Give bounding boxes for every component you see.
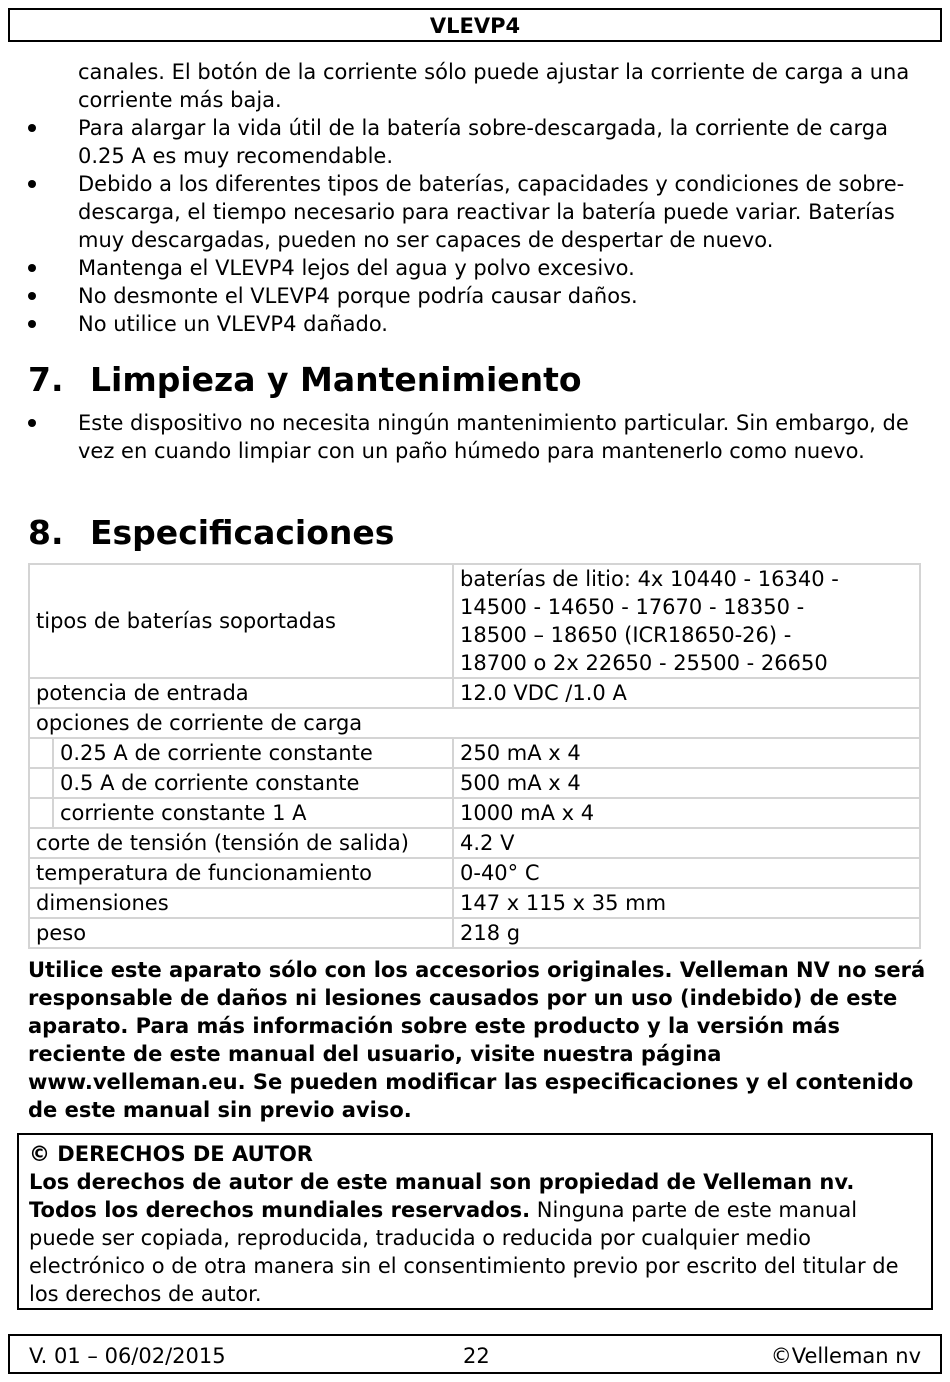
list-item-text: No desmonte el VLEVP4 porque podría causar daños. — [78, 284, 638, 308]
section-title: Limpieza y Mantenimiento — [90, 360, 582, 399]
spec-value: 218 g — [453, 918, 920, 948]
spec-value: 1000 mA x 4 — [453, 798, 920, 828]
spec-value-line: 14500 - 14650 - 17670 - 18350 - — [460, 595, 805, 619]
table-row — [29, 708, 920, 738]
table-row — [29, 564, 920, 678]
list-item-text: No utilice un VLEVP4 dañado. — [78, 312, 388, 336]
continuation-list — [28, 58, 918, 338]
list-item-text: Debido a los diferentes tipos de baterías, capacidades y condiciones de sobre-descarga, el tiempo necesario para reactivar la batería puede variar. Baterías muy descargadas, pueden no ser capaces de despertar de nuevo. — [78, 172, 905, 252]
table-row — [29, 888, 920, 918]
footer-company: ©Velleman nv — [770, 1344, 921, 1368]
bullet-icon — [28, 320, 36, 328]
section-number: 8. — [28, 513, 64, 552]
spec-value-line: 18700 o 2x 22650 - 25500 - 26650 — [460, 651, 828, 675]
section-7-heading — [28, 360, 582, 400]
spec-label: 0.5 A de corriente constante — [53, 768, 453, 798]
bullet-icon — [28, 124, 36, 132]
spec-label: dimensiones — [29, 888, 453, 918]
bullet-icon — [28, 264, 36, 272]
spec-value: 12.0 VDC /1.0 A — [453, 678, 920, 708]
spec-label: 0.25 A de corriente constante — [53, 738, 453, 768]
spec-label: tipos de baterías soportadas — [29, 564, 453, 678]
table-row — [29, 678, 920, 708]
table-row — [29, 798, 920, 828]
section-number: 7. — [28, 360, 64, 399]
copyright-body — [29, 1168, 921, 1308]
footer-page-number: 22 — [463, 1344, 490, 1368]
spec-label: corte de tensión (tensión de salida) — [29, 828, 453, 858]
bullet-icon — [28, 292, 36, 300]
section-8-heading — [28, 513, 394, 553]
copyright-box — [17, 1133, 933, 1310]
spec-label: potencia de entrada — [29, 678, 453, 708]
list-item — [28, 114, 918, 170]
spec-label: peso — [29, 918, 453, 948]
spec-value-line: 18500 – 18650 (ICR18650-26) - — [460, 623, 792, 647]
spec-label: temperatura de funcionamiento — [29, 858, 453, 888]
page-header — [8, 8, 942, 42]
header-title: VLEVP4 — [429, 14, 521, 38]
table-row — [29, 828, 920, 858]
spec-value: 500 mA x 4 — [453, 768, 920, 798]
specifications-table — [28, 563, 921, 949]
spec-value: 147 x 115 x 35 mm — [453, 888, 920, 918]
table-row — [29, 738, 920, 768]
list-item-text: Mantenga el VLEVP4 lejos del agua y polvo excesivo. — [78, 256, 635, 280]
indent-cell — [29, 798, 53, 828]
copyright-normal-text: Ninguna parte de este manual puede ser copiada, reproducida, traducida o reducida por cualquier medio electrónico o de otra manera sin el consentimiento previo por escrito del titular de los derechos de autor. — [29, 1198, 899, 1306]
list-item-text: Este dispositivo no necesita ningún mantenimiento particular. Sin embargo, de vez en cuando limpiar con un paño húmedo para mantenerlo como nuevo. — [78, 411, 909, 463]
list-item-text: canales. El botón de la corriente sólo puede ajustar la corriente de carga a una corriente más baja. — [78, 60, 910, 112]
bullet-icon — [28, 419, 36, 427]
copyright-heading: © DERECHOS DE AUTOR — [29, 1142, 313, 1166]
spec-value: 0-40° C — [453, 858, 920, 888]
table-row — [29, 768, 920, 798]
page-footer — [8, 1334, 942, 1374]
spec-group-label: opciones de corriente de carga — [29, 708, 920, 738]
list-item — [28, 409, 918, 465]
copyright-bold-text: Los derechos de autor de este manual son propiedad de Velleman nv. Todos los derechos mundiales reservados. — [29, 1170, 855, 1222]
spec-value: 250 mA x 4 — [453, 738, 920, 768]
list-item — [28, 58, 918, 114]
footer-version: V. 01 – 06/02/2015 — [29, 1344, 226, 1368]
section-7-list — [28, 409, 918, 465]
section-title: Especificaciones — [90, 513, 395, 552]
bullet-icon — [28, 180, 36, 188]
spec-value: 4.2 V — [453, 828, 920, 858]
spec-value-line: baterías de litio: 4x 10440 - 16340 - — [460, 567, 839, 591]
usage-notice: Utilice este aparato sólo con los accesorios originales. Velleman NV no será responsable de daños ni lesiones causados por un uso (indebido) de este aparato. Para más información sobre este producto y la versión más reciente de este manual del usuario, visite nuestra página www.velleman.eu. Se pueden modificar las especificaciones y el contenido de este manual sin previo aviso. — [28, 958, 926, 1122]
list-item — [28, 310, 918, 338]
list-item — [28, 254, 918, 282]
list-item-text: Para alargar la vida útil de la batería sobre-descargada, la corriente de carga 0.25 A es muy recomendable. — [78, 116, 888, 168]
indent-cell — [29, 768, 53, 798]
table-row — [29, 858, 920, 888]
indent-cell — [29, 738, 53, 768]
spec-label: corriente constante 1 A — [53, 798, 453, 828]
list-item — [28, 282, 918, 310]
table-row — [29, 918, 920, 948]
spec-value — [453, 564, 920, 678]
list-item — [28, 170, 918, 254]
